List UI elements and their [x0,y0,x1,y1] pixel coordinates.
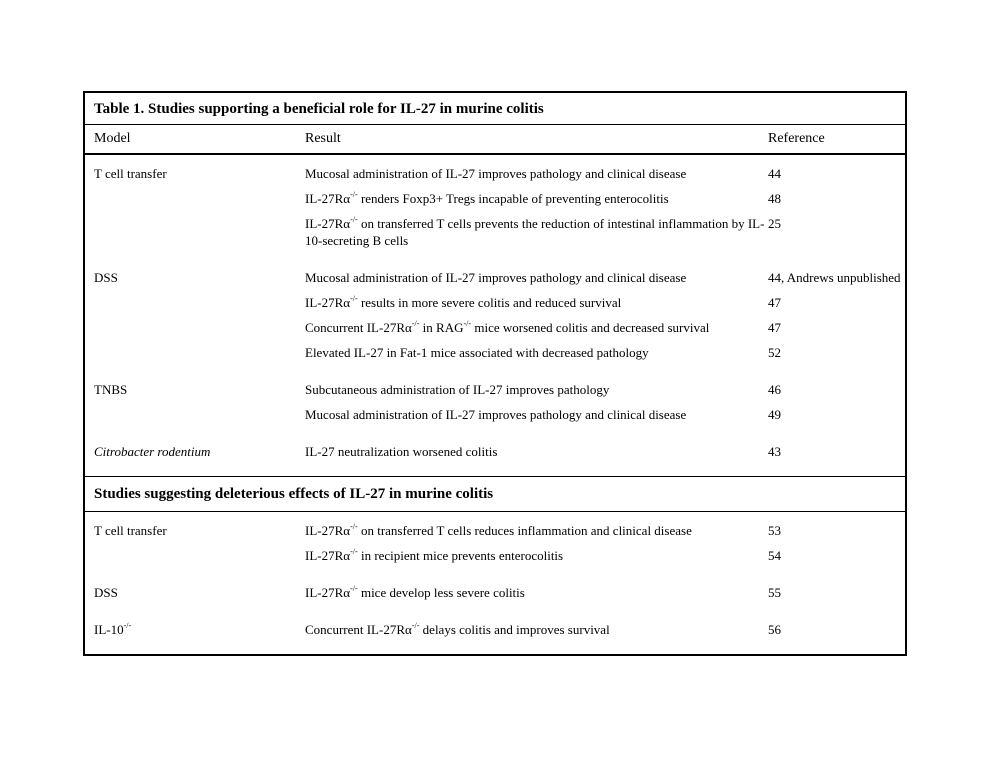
model-cell: IL-10-/- [94,620,132,637]
table-row [85,186,905,211]
model-group-dss-2 [85,580,905,605]
reference-cell: 53 [768,523,781,538]
table-row [85,161,905,186]
model-cell: DSS [94,270,118,285]
model-cell: T cell transfer [94,166,167,181]
reference-cell: 49 [768,407,781,422]
model-cell: Citrobacter rodentium [94,444,211,459]
model-cell: DSS [94,585,118,600]
result-cell: IL-27 neutralization worsened colitis [305,444,498,459]
result-cell: Concurrent IL-27Rα-/- delays colitis and improves survival [305,620,610,637]
table-row [85,265,905,290]
result-cell: Mucosal administration of IL-27 improves pathology and clinical disease [305,270,687,285]
result-cell: IL-27Rα-/- on transferred T cells reduces inflammation and clinical disease [305,521,692,538]
result-cell: Subcutaneous administration of IL-27 improves pathology [305,382,610,397]
section-header-deleterious: Studies suggesting deleterious effects of IL-27 in murine colitis [85,476,905,512]
table-row [85,290,905,315]
table-row [85,340,905,365]
model-cell: T cell transfer [94,523,167,538]
model-group-citrobacter [85,439,905,464]
model-group-tnbs [85,377,905,427]
reference-cell: 52 [768,345,781,360]
reference-cell: 43 [768,444,781,459]
result-cell: Elevated IL-27 in Fat-1 mice associated with decreased pathology [305,345,649,360]
result-cell: IL-27Rα-/- in recipient mice prevents enterocolitis [305,546,564,563]
result-cell: Concurrent IL-27Rα-/- in RAG-/- mice worsened colitis and decreased survival [305,318,710,335]
reference-cell: 47 [768,295,781,310]
reference-cell: 55 [768,585,781,600]
section-beneficial [85,155,905,476]
result-cell: Mucosal administration of IL-27 improves pathology and clinical disease [305,407,687,422]
reference-cell: 46 [768,382,781,397]
table-row [85,315,905,340]
result-cell: IL-27Rα-/- results in more severe colitis and reduced survival [305,293,622,310]
reference-cell: 48 [768,191,781,206]
table-title: Table 1. Studies supporting a beneficial role for IL-27 in murine colitis [85,93,905,125]
reference-cell: 25 [768,216,781,231]
result-cell: Mucosal administration of IL-27 improves pathology and clinical disease [305,166,687,181]
table-row [85,439,905,464]
result-cell: IL-27Rα-/- renders Foxp3+ Tregs incapable of preventing enterocolitis [305,189,669,206]
model-group-il10 [85,617,905,642]
model-group-dss [85,265,905,365]
table-row [85,580,905,605]
section-deleterious [85,512,905,654]
result-cell: IL-27Rα-/- on transferred T cells prevents the reduction of intestinal inflammation by IL-10-secreting B cells [305,214,765,248]
model-cell: TNBS [94,382,128,397]
result-cell: IL-27Rα-/- mice develop less severe colitis [305,583,525,600]
model-group-tcell-transfer [85,161,905,253]
table-row [85,518,905,543]
table-row [85,377,905,402]
reference-cell: 56 [768,622,781,637]
table-header-row [85,125,905,155]
table-1 [83,91,907,656]
model-group-tcell-transfer-2 [85,518,905,568]
column-header-result: Result [305,131,341,146]
table-row [85,402,905,427]
reference-cell: 44, Andrews unpublished [768,270,901,285]
reference-cell: 44 [768,166,781,181]
table-row [85,211,905,253]
table-row [85,617,905,642]
table-row [85,543,905,568]
reference-cell: 47 [768,320,781,335]
reference-cell: 54 [768,548,781,563]
column-header-reference: Reference [768,131,825,146]
column-header-model: Model [94,131,131,146]
